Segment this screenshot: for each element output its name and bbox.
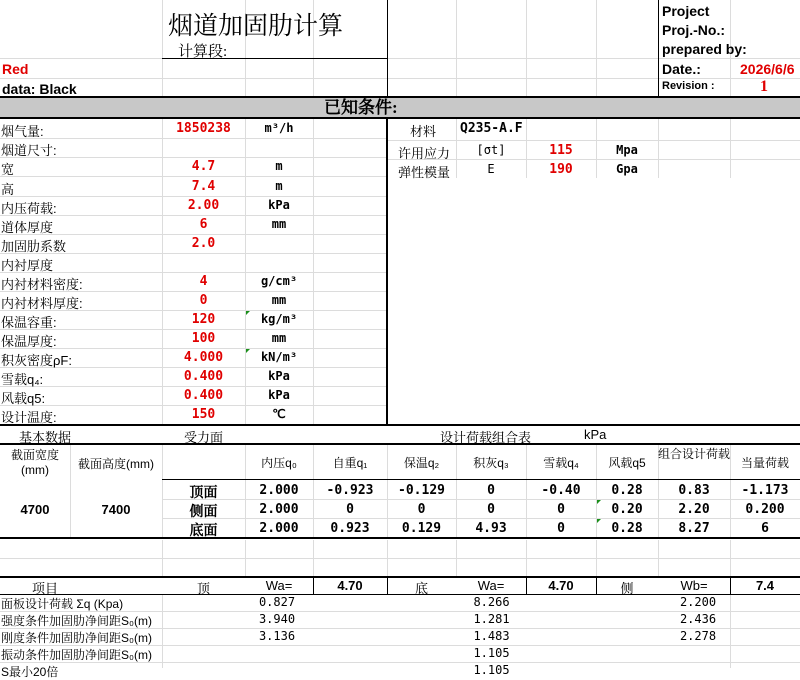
bottom-side-value: 2.200: [679, 595, 717, 609]
param-label: 烟气量:: [1, 124, 44, 139]
load-value: 0.923: [330, 521, 370, 536]
param-label: 设计温度:: [1, 410, 57, 425]
load-column-header: 积灰q₃: [473, 456, 509, 470]
param-label: 内压荷载:: [1, 201, 57, 216]
load-value: 0.129: [401, 521, 442, 536]
param-value[interactable]: 2.00: [187, 198, 220, 213]
load-value: 8.27: [678, 521, 710, 536]
col-width-header: 截面宽度(mm): [10, 448, 59, 477]
material-prop-symbol: [σt]: [476, 143, 506, 157]
bottom-wa1-label: Wa=: [265, 578, 293, 593]
param-label: 内衬材料厚度:: [1, 296, 83, 311]
load-value: 0.200: [745, 502, 785, 517]
legend-red: Red: [2, 61, 29, 77]
load-value: 4.93: [475, 521, 507, 536]
bottom-bottom-value: 1.281: [473, 612, 510, 626]
date-value[interactable]: 2026/6/6: [740, 61, 795, 77]
comment-marker-icon: [246, 311, 250, 315]
load-column-header: 雪载q₄: [543, 456, 579, 470]
param-label: 烟道尺寸:: [1, 143, 57, 158]
load-face-label: 侧面: [189, 505, 218, 520]
material-prop-label: 弹性模量: [398, 165, 451, 180]
param-value[interactable]: 2.0: [191, 236, 216, 251]
param-label: 宽: [1, 162, 15, 177]
load-value: 6: [761, 521, 769, 536]
load-value: -1.173: [741, 483, 789, 498]
param-value[interactable]: 0.400: [183, 388, 224, 403]
load-column-header: 当量荷载: [740, 456, 789, 470]
param-value[interactable]: 4.7: [191, 159, 216, 174]
load-value: -0.923: [326, 483, 374, 498]
load-value: 2.000: [259, 502, 299, 517]
load-column-header: 自重q₁: [332, 456, 368, 470]
comment-marker-icon: [597, 519, 601, 523]
bottom-bottom-value: 1.105: [473, 663, 510, 677]
param-unit: kg/m³: [260, 312, 298, 326]
combo-title: 设计荷载组合表: [440, 430, 532, 445]
load-value: 0.83: [678, 483, 710, 498]
load-value: 2.20: [678, 502, 710, 517]
param-value[interactable]: 150: [191, 407, 216, 422]
param-value[interactable]: 0: [199, 293, 208, 308]
material-prop-unit: Gpa: [616, 162, 638, 176]
bottom-side-header: 侧: [620, 581, 634, 596]
material-prop-label: 许用应力: [398, 146, 451, 161]
param-label: 内衬材料密度:: [1, 277, 83, 292]
material-label: 材料: [410, 124, 437, 139]
revision-label: Revision :: [662, 80, 715, 92]
param-value[interactable]: 6: [199, 217, 208, 232]
param-unit: kPa: [268, 198, 290, 212]
param-label: 内衬厚度: [1, 258, 54, 273]
prepared-by-label: prepared by:: [662, 41, 747, 57]
load-value: 0: [346, 502, 354, 517]
bottom-side-value: 2.436: [679, 612, 717, 626]
load-value: -0.129: [398, 483, 445, 498]
param-label: 风载q5:: [1, 391, 46, 406]
param-value[interactable]: 120: [191, 312, 216, 327]
bottom-wa2-value[interactable]: 4.70: [548, 578, 574, 593]
param-label: 保温容重:: [1, 315, 57, 330]
date-label: Date.:: [662, 61, 701, 77]
comment-marker-icon: [597, 500, 601, 504]
load-value: 0.28: [611, 521, 643, 536]
section-height-value[interactable]: 7400: [101, 502, 131, 517]
bottom-top-value: 3.136: [258, 629, 296, 643]
param-label: 道体厚度: [1, 220, 54, 235]
bottom-top-value: 3.940: [258, 612, 296, 626]
load-value: 2.000: [259, 483, 299, 498]
bottom-bottom-value: 1.105: [473, 646, 510, 660]
param-unit: m: [275, 179, 283, 193]
param-value[interactable]: 0.400: [183, 369, 224, 384]
param-unit: kN/m³: [260, 350, 298, 364]
param-unit: mm: [271, 293, 287, 307]
known-conditions-title: 已知条件:: [324, 98, 398, 117]
calc-section-label: 计算段:: [178, 44, 228, 60]
load-value: 0.20: [611, 502, 643, 517]
load-value: 0: [557, 521, 565, 536]
param-unit: ℃: [272, 407, 286, 421]
param-value[interactable]: 4: [199, 274, 208, 289]
param-label: 加固肋系数: [1, 239, 67, 254]
bottom-wb-label: Wb=: [680, 578, 708, 593]
stress-face-label: 受力面: [183, 430, 223, 445]
bottom-top-value: 0.827: [258, 595, 296, 609]
comment-marker-icon: [246, 349, 250, 353]
param-value[interactable]: 1850238: [176, 121, 231, 136]
legend-black: data: Black: [2, 81, 77, 97]
load-value: 0: [487, 483, 495, 498]
bottom-row-label: 振动条件加固肋净间距S₀(m): [1, 648, 152, 662]
proj-no-label: Proj.-No.:: [662, 22, 725, 38]
bottom-side-value: 2.278: [679, 629, 717, 643]
bottom-top-header: 顶: [196, 581, 210, 596]
param-value[interactable]: 4.000: [183, 350, 224, 365]
bottom-wa2-label: Wa=: [477, 578, 505, 593]
param-unit: kPa: [268, 369, 290, 383]
page-title: 烟道加固肋计算: [168, 13, 344, 40]
section-width-value[interactable]: 4700: [20, 502, 50, 517]
load-column-header: 组合设计荷载: [658, 447, 731, 461]
load-value: -0.40: [541, 483, 581, 498]
load-face-label: 底面: [189, 524, 218, 539]
load-column-header: 风载q5: [608, 456, 646, 470]
bottom-row-label: 面板设计荷载 Σq (Kpa): [1, 597, 124, 611]
material-prop-unit: Mpa: [616, 143, 638, 157]
param-label: 积灰密度ρF:: [1, 353, 72, 368]
param-unit: mm: [271, 217, 287, 231]
load-value: 0: [557, 502, 565, 517]
load-value: 0: [487, 502, 495, 517]
bottom-row-label: 刚度条件加固肋净间距S₀(m): [1, 631, 152, 645]
param-unit: m: [275, 159, 283, 173]
param-value[interactable]: 100: [191, 331, 216, 346]
col-height-header: 截面高度(mm): [78, 457, 154, 471]
basic-data-label: 基本数据: [18, 430, 71, 445]
bottom-item-header: 项目: [31, 581, 58, 596]
load-column-header: 保温q₂: [403, 456, 440, 470]
revision-value[interactable]: 1: [760, 78, 768, 95]
load-value: 2.000: [259, 521, 299, 536]
combo-unit: kPa: [584, 427, 607, 442]
material-prop-value[interactable]: 115: [549, 143, 573, 158]
param-label: 保温厚度:: [1, 334, 57, 349]
load-value: 0.28: [611, 483, 643, 498]
material-prop-value[interactable]: 190: [549, 162, 573, 177]
bottom-wb-value[interactable]: 7.4: [755, 578, 775, 593]
material-prop-symbol: E: [487, 162, 495, 176]
bottom-wa1-value[interactable]: 4.70: [337, 578, 363, 593]
bottom-bottom-value: 8.266: [473, 595, 510, 609]
load-column-header: 内压q₀: [261, 456, 297, 470]
param-unit: g/cm³: [260, 274, 298, 288]
load-face-label: 顶面: [189, 486, 218, 501]
material-value[interactable]: Q235-A.F: [460, 121, 523, 136]
bottom-bottom-value: 1.483: [473, 629, 510, 643]
bottom-bottom-header: 底: [414, 581, 428, 596]
param-unit: mm: [271, 331, 287, 345]
bottom-row-label: 强度条件加固肋净间距S₀(m): [1, 614, 152, 628]
param-unit: m³/h: [264, 121, 294, 135]
param-label: 雪载q₄:: [1, 372, 44, 387]
load-value: 0: [417, 502, 426, 517]
param-value[interactable]: 7.4: [191, 179, 216, 194]
param-unit: kPa: [268, 388, 290, 402]
project-label: Project: [662, 3, 710, 19]
param-label: 高: [1, 182, 15, 197]
bottom-row-label: S最小20倍: [1, 665, 59, 679]
